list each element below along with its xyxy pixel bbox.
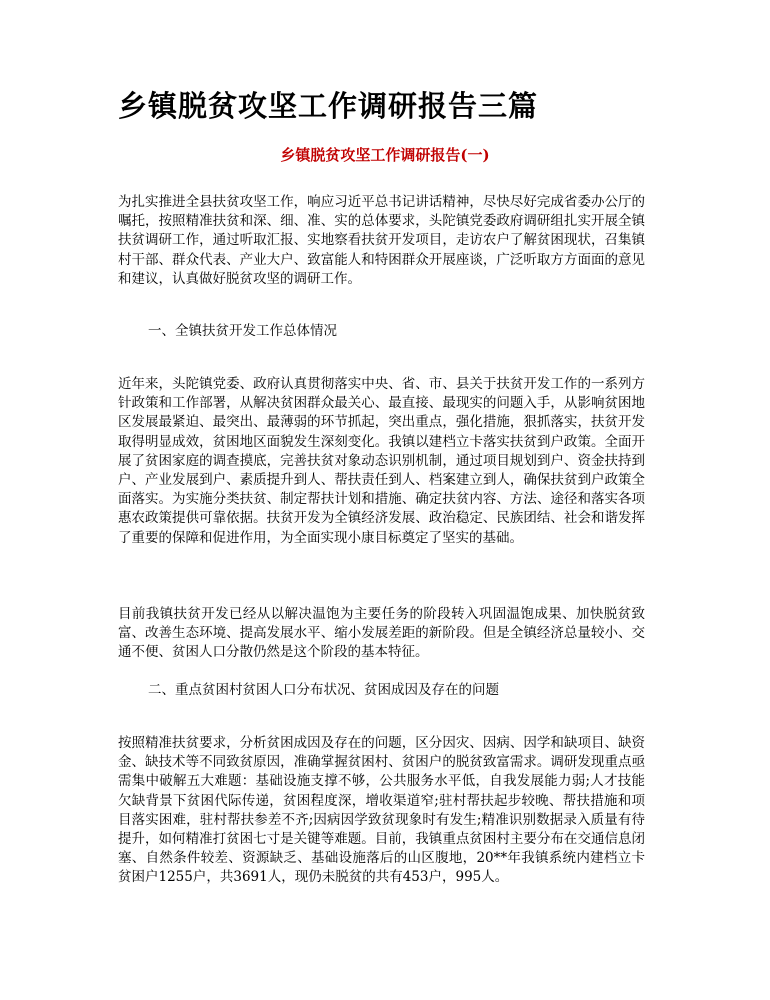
section1-paragraph-2: 目前我镇扶贫开发已经从以解决温饱为主要任务的阶段转入巩固温饱成果、加快脱贫致富、改善生态环境、提高发展水平、缩小发展差距的新阶段。但是全镇经济总量较小、交通不便、贫困人口分散仍然是这个阶段的基本特征。 [118,606,645,661]
section-heading-2: 二、重点贫困村贫困人口分布状况、贫困成因及存在的问题 [148,682,499,698]
section1-paragraph-1: 近年来，头陀镇党委、政府认真贯彻落实中央、省、市、县关于扶贫开发工作的一系列方针政策和工作部署，从解决贫困群众最关心、最直接、最现实的问题入手，从影响贫困地区发展最紧迫、最突出、最薄弱的环节抓起，突出重点，强化措施，狠抓落实，扶贫开发取得明显成效，贫困地区面貌发生深刻变化。我镇以建档立卡落实扶贫到户政策。全面开展了贫困家庭的调查摸底，完善扶贫对象动态识别机制，通过项目规划到户、资金扶持到户、产业发展到户、素质提升到人、帮扶责任到人、档案建立到人，确保扶贫到户政策全面落实。为实施分类扶贫、制定帮扶计划和措施、确定扶贫内容、方法、途径和落实各项惠农政策提供可靠依据。扶贫开发为全镇经济发展、政治稳定、民族团结、社会和谐发挥了重要的保障和促进作用，为全面实现小康目标奠定了坚实的基础。 [118,376,645,546]
section2-paragraph-1: 按照精准扶贫要求，分析贫困成因及存在的问题，区分因灾、因病、因学和缺项目、缺资金、缺技术等不同致贫原因，准确掌握贫困村、贫困户的脱贫致富需求。调研发现重点亟需集中破解五大难题：基础设施支撑不够，公共服务水平低，自我发展能力弱;人才技能欠缺背景下贫困代际传递，贫困程度深，增收渠道窄;驻村帮扶起步较晚、帮扶措施和项目落实困难，驻村帮扶参差不齐;因病因学致贫现象时有发生;精准识别数据录入质量有待提升，如何精准打贫困七寸是关键等难题。目前，我镇重点贫困村主要分布在交通信息闭塞、自然条件较差、资源缺乏、基础设施落后的山区腹地，20**年我镇系统内建档立卡贫困户1255户，共3691人，现仍未脱贫的共有453户，995人。 [118,735,645,886]
document-subtitle: 乡镇脱贫攻坚工作调研报告(一) [280,146,490,164]
document-title: 乡镇脱贫攻坚工作调研报告三篇 [118,89,539,123]
intro-paragraph: 为扎实推进全县扶贫攻坚工作，响应习近平总书记讲话精神，尽快尽好完成省委办公厅的嘱托，按照精准扶贫和深、细、准、实的总体要求，头陀镇党委政府调研组扎实开展全镇扶贫调研工作，通过听取汇报、实地察看扶贫开发项目，走访农户了解贫困现状，召集镇村干部、群众代表、产业大户、致富能人和特困群众开展座谈，广泛听取方方面面的意见和建议，认真做好脱贫攻坚的调研工作。 [118,194,645,287]
section-heading-1: 一、全镇扶贫开发工作总体情况 [148,323,337,339]
